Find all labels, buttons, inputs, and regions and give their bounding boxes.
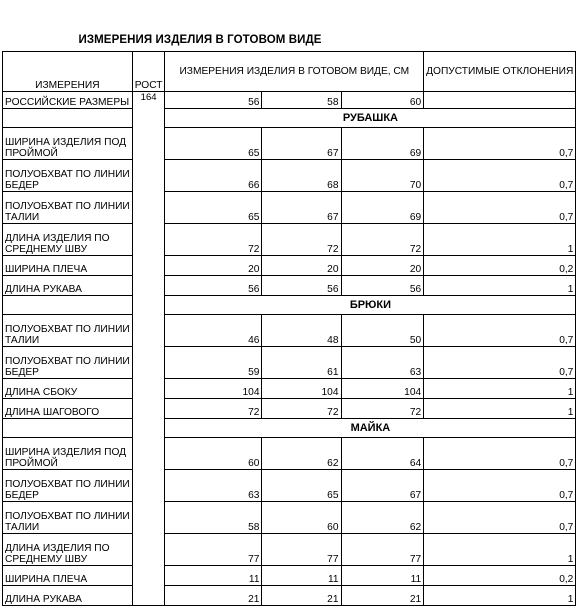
measurement-row — [3, 276, 576, 296]
measurement-label — [3, 276, 133, 296]
height-value: 164 — [132, 92, 165, 606]
section-label-empty — [3, 419, 133, 438]
header-tolerance: ДОПУСТИМЫЕ ОТКЛОНЕНИЯ — [424, 52, 576, 92]
measurement-label-line: БЕДЕР — [5, 180, 39, 191]
measurement-value: 60 — [165, 438, 262, 470]
measurement-value: 65 — [165, 192, 262, 224]
measurement-row — [3, 160, 576, 192]
sizes-row — [3, 92, 576, 109]
measurement-label-line: ПРОЙМОЙ — [5, 148, 58, 159]
measurement-value: 104 — [341, 379, 424, 399]
tolerance-value: 0,7 — [424, 438, 576, 470]
section-title: БРЮКИ — [165, 296, 576, 315]
measurement-value: 60 — [262, 502, 341, 534]
section-row — [3, 419, 576, 438]
measurement-label-line: ТАЛИИ — [5, 212, 40, 223]
measurement-label — [3, 224, 133, 256]
measurement-label-line: ДЛИНА РУКАВА — [5, 284, 82, 295]
measurement-value: 66 — [165, 160, 262, 192]
measurement-table — [2, 51, 576, 606]
measurement-value: 68 — [262, 160, 341, 192]
size-value: 60 — [341, 92, 424, 109]
measurement-value: 69 — [341, 192, 424, 224]
measurement-label — [3, 128, 133, 160]
measurement-value: 77 — [262, 534, 341, 566]
measurement-row — [3, 256, 576, 276]
measurement-label — [3, 315, 133, 347]
section-row — [3, 109, 576, 128]
tolerance-value: 0,7 — [424, 192, 576, 224]
tolerance-value: 0,7 — [424, 502, 576, 534]
tolerance-value: 0,7 — [424, 160, 576, 192]
measurement-label-line: СРЕДНЕМУ ШВУ — [5, 554, 88, 565]
measurement-value: 56 — [262, 276, 341, 296]
measurement-label-line: ДЛИНА ИЗДЕЛИЯ ПО — [5, 543, 110, 554]
sizes-label: РОССИЙСКИЕ РАЗМЕРЫ — [3, 92, 133, 109]
measurement-label-line: ПОЛУОБХВАТ ПО ЛИНИИ — [5, 169, 130, 180]
measurement-value: 72 — [262, 399, 341, 419]
measurement-label — [3, 192, 133, 224]
sheet-title: ИЗМЕРЕНИЯ ИЗДЕЛИЯ В ГОТОВОМ ВИДЕ — [78, 34, 322, 46]
measurement-row — [3, 379, 576, 399]
measurement-label-line: ПОЛУОБХВАТ ПО ЛИНИИ — [5, 511, 130, 522]
measurement-label — [3, 256, 133, 276]
tolerance-value: 0,7 — [424, 347, 576, 379]
measurement-value: 48 — [262, 315, 341, 347]
measurement-value: 70 — [341, 160, 424, 192]
measurement-value: 20 — [262, 256, 341, 276]
tolerance-value: 1 — [424, 379, 576, 399]
measurement-value: 65 — [262, 470, 341, 502]
measurement-label-line: ТАЛИИ — [5, 335, 40, 346]
measurement-value: 50 — [341, 315, 424, 347]
measurement-label-line: ПРОЙМОЙ — [5, 458, 58, 469]
measurement-value: 67 — [262, 128, 341, 160]
measurement-label-line: ТАЛИИ — [5, 522, 40, 533]
measurement-label-line: ДЛИНА РУКАВА — [5, 594, 82, 605]
measurement-value: 62 — [262, 438, 341, 470]
measurement-row — [3, 224, 576, 256]
measurement-label — [3, 438, 133, 470]
tolerance-value: 0,7 — [424, 470, 576, 502]
measurement-value: 104 — [262, 379, 341, 399]
measurement-row — [3, 438, 576, 470]
measurement-label — [3, 399, 133, 419]
measurement-label-line: ПОЛУОБХВАТ ПО ЛИНИИ — [5, 324, 130, 335]
measurement-label-line: БЕДЕР — [5, 367, 39, 378]
measurement-row — [3, 586, 576, 606]
measurement-row — [3, 347, 576, 379]
measurement-row — [3, 128, 576, 160]
header-measurements: ИЗМЕРЕНИЯ — [3, 52, 133, 92]
measurement-value: 20 — [165, 256, 262, 276]
measurement-label-line: ДЛИНА ИЗДЕЛИЯ ПО — [5, 233, 110, 244]
measurement-row — [3, 566, 576, 586]
section-label-empty — [3, 296, 133, 315]
measurement-value: 59 — [165, 347, 262, 379]
measurement-value: 64 — [341, 438, 424, 470]
measurement-label-line: БЕДЕР — [5, 490, 39, 501]
measurement-label-line: ШИРИНА ПЛЕЧА — [5, 264, 88, 275]
tolerance-value: 0,7 — [424, 128, 576, 160]
measurement-label-line: ДЛИНА СБОКУ — [5, 387, 78, 398]
measurement-label — [3, 534, 133, 566]
section-row — [3, 296, 576, 315]
measurement-row — [3, 470, 576, 502]
tolerance-value: 1 — [424, 399, 576, 419]
measurement-label-line: ШИРИНА ИЗДЕЛИЯ ПОД — [5, 447, 127, 458]
measurement-row — [3, 192, 576, 224]
measurement-value: 72 — [262, 224, 341, 256]
measurement-value: 11 — [165, 566, 262, 586]
measurement-value: 63 — [165, 470, 262, 502]
header-height: РОСТ — [132, 52, 165, 92]
measurement-value: 61 — [262, 347, 341, 379]
tolerance-value: 1 — [424, 534, 576, 566]
measurement-row — [3, 399, 576, 419]
size-value: 56 — [165, 92, 262, 109]
measurement-value: 69 — [341, 128, 424, 160]
tolerance-value: 1 — [424, 224, 576, 256]
sizes-tolerance-empty — [424, 92, 576, 109]
section-title: РУБАШКА — [165, 109, 576, 128]
tolerance-value: 1 — [424, 276, 576, 296]
measurement-label-line: ПОЛУОБХВАТ ПО ЛИНИИ — [5, 479, 130, 490]
measurement-value: 56 — [165, 276, 262, 296]
header-row — [3, 52, 576, 92]
measurement-label-line: ДЛИНА ШАГОВОГО — [5, 407, 100, 418]
tolerance-value: 0,2 — [424, 256, 576, 276]
measurement-value: 65 — [165, 128, 262, 160]
tolerance-value: 0,2 — [424, 566, 576, 586]
section-label-empty — [3, 109, 133, 128]
measurement-value: 11 — [262, 566, 341, 586]
measurement-value: 21 — [341, 586, 424, 606]
size-value: 58 — [262, 92, 341, 109]
measurement-value: 104 — [165, 379, 262, 399]
measurement-value: 72 — [165, 224, 262, 256]
measurement-label — [3, 566, 133, 586]
measurement-label — [3, 586, 133, 606]
measurement-row — [3, 315, 576, 347]
measurement-value: 67 — [341, 470, 424, 502]
measurement-row — [3, 534, 576, 566]
measurement-value: 72 — [165, 399, 262, 419]
measurement-label — [3, 347, 133, 379]
measurement-value: 11 — [341, 566, 424, 586]
measurement-label-line: СРЕДНЕМУ ШВУ — [5, 244, 88, 255]
measurement-value: 56 — [341, 276, 424, 296]
measurement-value: 72 — [341, 399, 424, 419]
measurement-value: 58 — [165, 502, 262, 534]
measurement-row — [3, 502, 576, 534]
measurement-value: 62 — [341, 502, 424, 534]
measurement-value: 20 — [341, 256, 424, 276]
measurement-label-line: ШИРИНА ПЛЕЧА — [5, 574, 88, 585]
header-finished: ИЗМЕРЕНИЯ ИЗДЕЛИЯ В ГОТОВОМ ВИДЕ, СМ — [165, 52, 424, 92]
measurement-value: 72 — [341, 224, 424, 256]
measurement-value: 77 — [341, 534, 424, 566]
measurement-label-line: ПОЛУОБХВАТ ПО ЛИНИИ — [5, 356, 130, 367]
tolerance-value: 0,7 — [424, 315, 576, 347]
measurement-label — [3, 160, 133, 192]
measurement-value: 77 — [165, 534, 262, 566]
measurement-value: 21 — [165, 586, 262, 606]
measurement-label — [3, 470, 133, 502]
measurement-label — [3, 502, 133, 534]
measurement-value: 67 — [262, 192, 341, 224]
tolerance-value: 1 — [424, 586, 576, 606]
measurement-label-line: ШИРИНА ИЗДЕЛИЯ ПОД — [5, 137, 127, 148]
section-title: МАЙКА — [165, 419, 576, 438]
measurement-label — [3, 379, 133, 399]
measurement-value: 63 — [341, 347, 424, 379]
measurement-label-line: ПОЛУОБХВАТ ПО ЛИНИИ — [5, 201, 130, 212]
measurement-value: 46 — [165, 315, 262, 347]
measurement-value: 21 — [262, 586, 341, 606]
